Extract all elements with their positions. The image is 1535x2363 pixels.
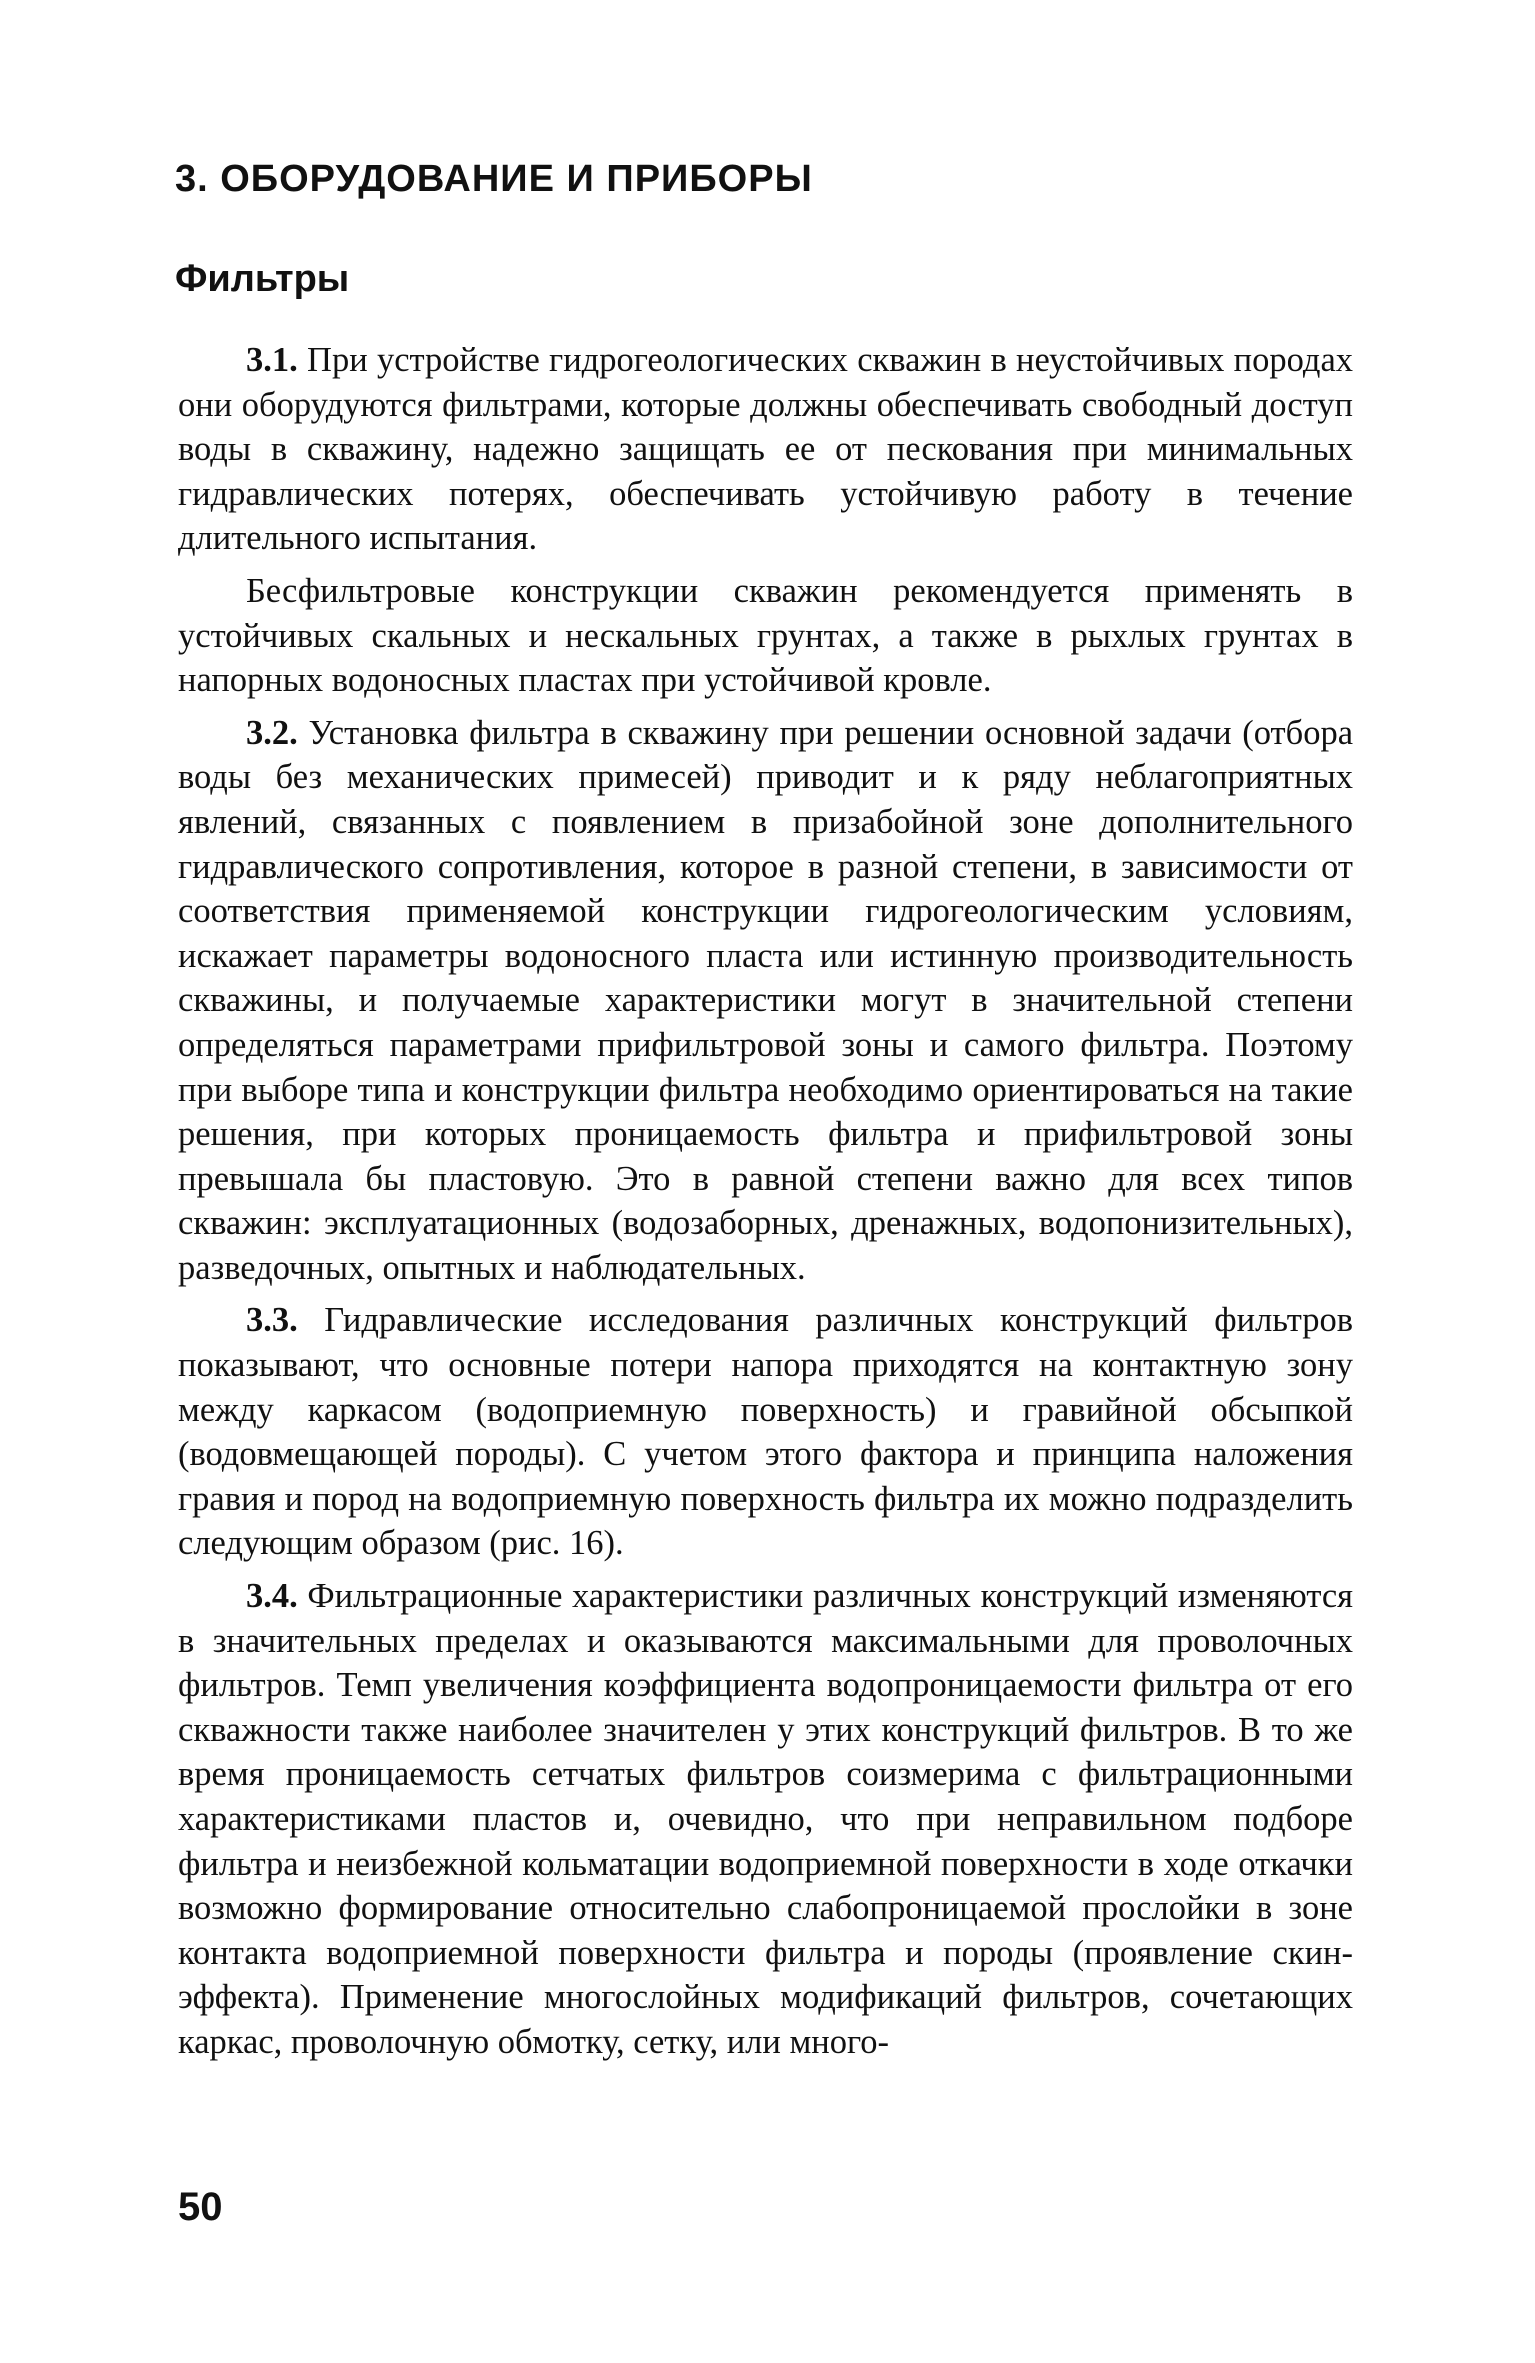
chapter-title: 3. ОБОРУДОВАНИЕ И ПРИБОРЫ xyxy=(175,158,813,200)
paragraph xyxy=(178,338,1353,561)
paragraph xyxy=(178,1574,1353,2065)
paragraph-text: Установка фильтра в скважину при решении основной задачи (отбора воды без механических примесей) приводит и к ряду неблагоприятных явлений, связанных с появлением в призабойной зоне дополнительного гидравлического сопротивления, которое в разной степени, в зависимости от соответствия применяемой конструкции гидрогеологическим условиям, искажает параметры водоносного пласта или истинную производительность скважины, и получаемые характеристики могут в значительной степени определяться параметрами прифильтровой зоны и самого фильтра. Поэтому при выборе типа и конструкции фильтра необходимо ориентироваться на такие решения, при которых проницаемость фильтра и прифильтровой зоны превышала бы пластовую. Это в равной степени важно для всех типов скважин: эксплуатационных (водозаборных, дренажных, водопонизительных), разведочных, опытных и наблюдательных. xyxy=(178,713,1354,1287)
paragraph xyxy=(178,711,1353,1291)
paragraph-number: 3.2. xyxy=(246,713,298,752)
paragraph-text: Фильтрационные характеристики различных конструкций изменяются в значительных пределах и оказываются максимальными для проволочных фильтров. Темп увеличения коэффициента водопроницаемости фильтра от его скважности также наиболее значителен у этих конструкций фильтров. В то же время проницаемость сетчатых фильтров соизмерима с фильтрационными характеристиками пластов и, очевидно, что при неправильном подборе фильтра и неизбежной кольматации водоприемной поверхности в ходе откачки возможно формирование относительно слабопроницаемой прослойки в зоне контакта водоприемной поверхности фильтра и породы (проявление скин-эффекта). Применение многослойных модификаций фильтров, сочетающих каркас, проволочную обмотку, сетку, или много- xyxy=(178,1577,1354,2061)
page-number: 50 xyxy=(178,2185,223,2229)
paragraph-text: Гидравлические исследования различных конструкций фильтров показывают, что основные потери напора приходятся на контактную зону между каркасом (водоприемную поверхность) и гравийной обсыпкой (водовмещающей породы). С учетом этого фактора и принципа наложения гравия и пород на водоприемную поверхность фильтра их можно подразделить следующим образом (рис. 16). xyxy=(178,1301,1353,1563)
section-title: Фильтры xyxy=(175,258,350,300)
body-text xyxy=(178,338,1353,2073)
paragraph xyxy=(178,1298,1353,1566)
paragraph-number: 3.1. xyxy=(246,341,298,379)
paragraph xyxy=(178,569,1353,703)
paragraph-text: При устройстве гидрогеологических скважин в неустойчивых породах они оборудуются фильтрами, которые должны обеспечивать свободный доступ воды в скважину, надежно защищать ее от пескования при минимальных гидравлических потерях, обеспечивать устойчивую работу в течение длительного испытания. xyxy=(178,341,1354,558)
paragraph-number: 3.3. xyxy=(246,1301,298,1340)
paragraph-text: Бесфильтровые конструкции скважин рекомендуется применять в устойчивых скальных и нескальных грунтах, а также в рыхлых грунтах в напорных водоносных пластах при устойчивой кровле. xyxy=(178,571,1353,700)
paragraph-number: 3.4. xyxy=(246,1577,298,1616)
